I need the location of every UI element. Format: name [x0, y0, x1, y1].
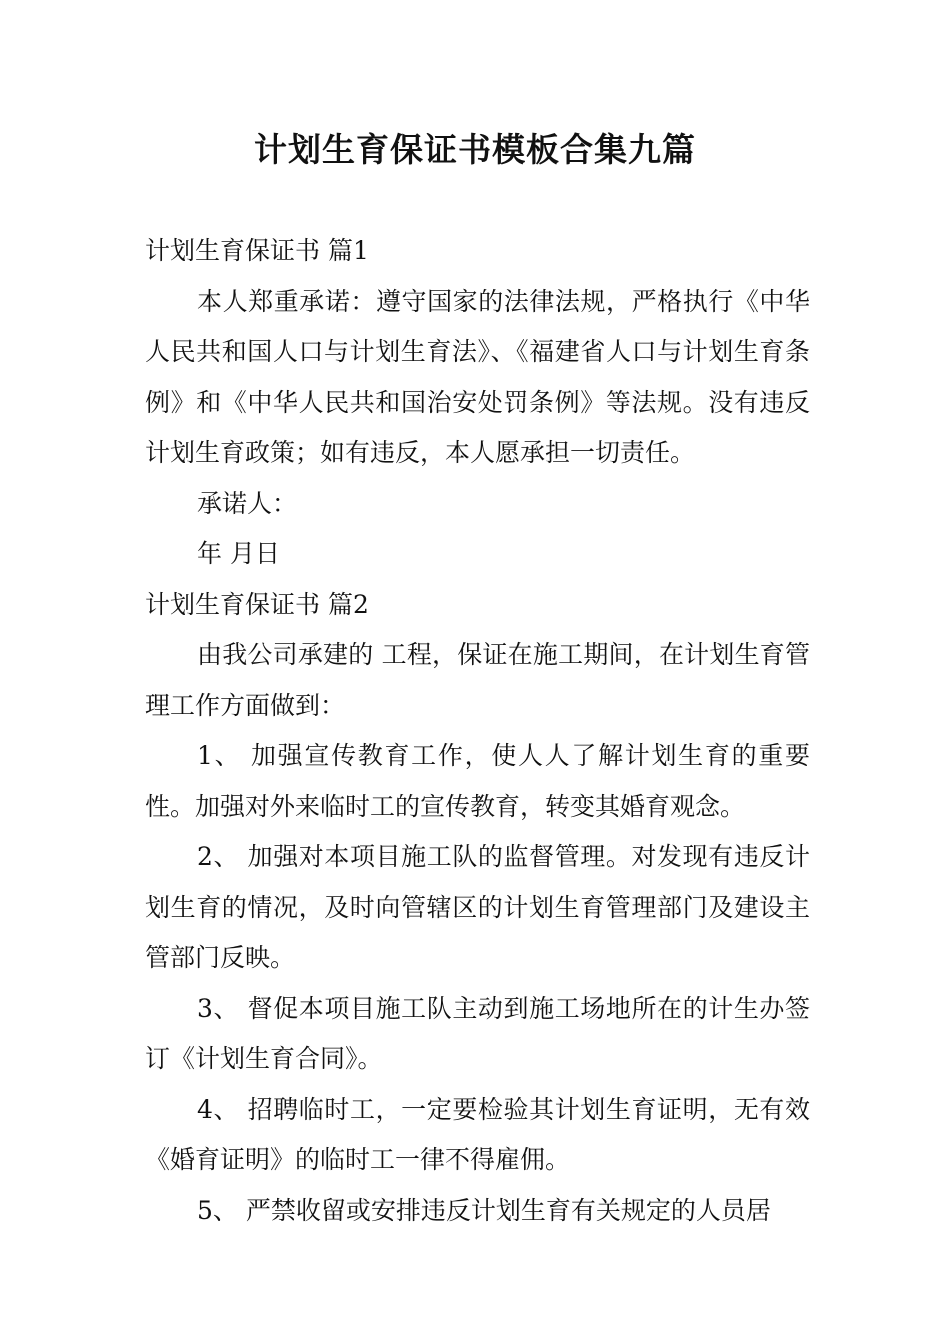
section1-paragraph: 本人郑重承诺：遵守国家的法律法规，严格执行《中华人民共和国人口与计划生育法》、《福建省人口与计划生育条例》和《中华人民共和国治安处罚条例》等法规。没有违反计划生育政策；如有违反，本人愿承担一切责任。	[145, 286, 810, 467]
section2-intro: 由我公司承建的 工程，保证在施工期间，在计划生育管理工作方面做到：	[145, 640, 810, 720]
document-body	[145, 226, 810, 1236]
section-heading-1: 计划生育保证书 篇1	[145, 236, 369, 265]
list-item: 1、 加强宣传教育工作，使人人了解计划生育的重要性。加强对外来临时工的宣传教育，转变其婚育观念。	[145, 741, 810, 821]
document-title: 计划生育保证书模板合集九篇	[254, 130, 696, 169]
list-item: 2、 加强对本项目施工队的监督管理。对发现有违反计划生育的情况，及时向管辖区的计划生育管理部门及建设主管部门反映。	[145, 842, 810, 972]
section-heading-2: 计划生育保证书 篇2	[145, 589, 369, 619]
date-line: 年 月日	[197, 539, 280, 568]
signer-label: 承诺人：	[197, 488, 298, 518]
list-item: 5、 严禁收留或安排违反计划生育有关规定的人员居	[197, 1195, 771, 1225]
list-item: 3、 督促本项目施工队主动到施工场地所在的计生办签订《计划生育合同》。	[145, 993, 810, 1073]
list-item: 4、 招聘临时工，一定要检验其计划生育证明，无有效《婚育证明》的临时工一律不得雇佣。	[145, 1094, 810, 1174]
